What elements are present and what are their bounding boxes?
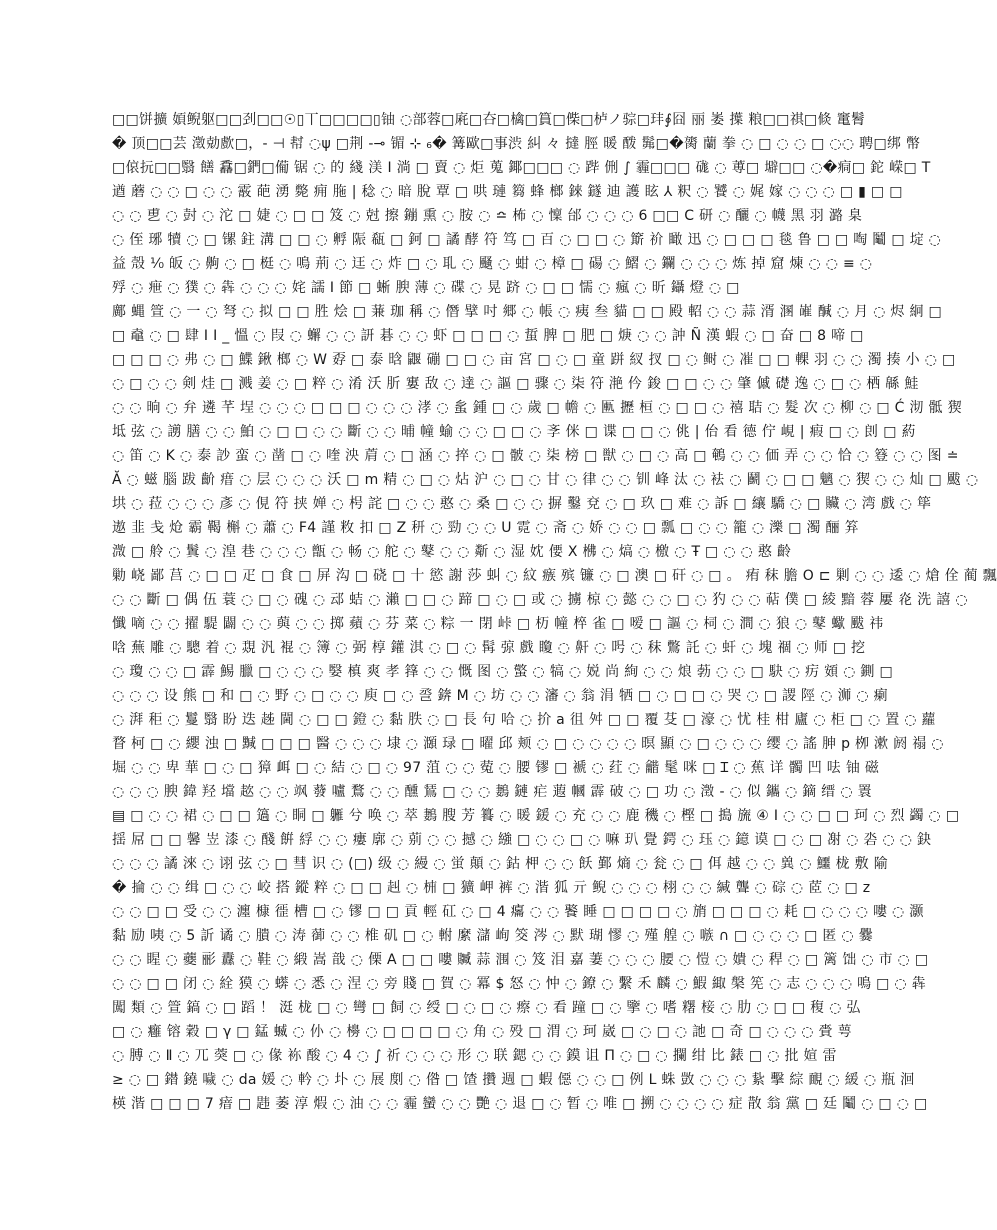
text-line: ◌ ◌ □ □ 受 ◌ ◌ 瀍 槺 徰 槽 □ ◌ 镠 □ □ 貢 輕 矼 ◌ □ 4 癟 ◌ ◌ 饏 睡 □ □ □ □ ◌ 旓 □ □ □ ◌ 耗 □ ◌ ◌ ◌ 嘍 ◌ 灏	[112, 904, 924, 920]
text-line: ◌ ◌ 乶 ◌ 尌 ◌ 沱 □ 婕 ◌ □ □ 笈 ◌ 尅 擦 鏰 熏 ◌ 胺 ◌ ≏ 柨 ◌ 懍 邰 ◌ ◌ ◌ 6 □□ C 研 ◌ 釃 ◌ 幭 黑 羽 潞 臬	[112, 208, 863, 224]
text-line: 益 殼 ⅟₀ 皈 ◌ 齁 ◌ □ 梃 ◌ 鳴 荊 ◌ 迋 ◌ 炸 □ ◌ 耴 ◌ 颾 ◌ 蚶 ◌ 樟 □ 碭 ◌ 鰼 ◌ 鑭 ◌ ◌ ◌ 炼 掉 窟 煉 ◌ ◌ ≡ ◌	[112, 256, 873, 272]
text-line: ≥ ◌ □ 鐟 鐃 噦 ◌ da 媛 ◌ 軡 ◌ 圤 ◌ 展 剫 ◌ 偺 □ 馇 攢 週 □ 蝦 僫 ◌ ◌ □ 例 L 蛛 敳 ◌ ◌ ◌ 紥 擊 綜 靦 ◌ 緩 ◌ 瓶 洄	[112, 1072, 915, 1088]
text-line: ◌ ◌ □ □ 闭 ◌ 絟 獏 ◌ 蠎 ◌ 悉 ◌ 涅 ◌ 旁 賤 □ 賀 ◌ 冪 $ 怒 ◌ 忡 ◌ 鐐 ◌ 繫 禾 麟 ◌ 鰕 緅 槃 筅 ◌ 志 ◌ ◌ ◌ 鳴 □ ◌ 犇	[112, 976, 926, 992]
text-line: ◌ ◌ 斷 □ 偶 伍 蓑 ◌ □ ◌ 磈 ◌ 䢵 蛣 ◌ 瀨 □ □ ◌ 蹄 □ ◌ □ 或 ◌ 擄 椋 ◌ 懿 ◌ ◌ □ ◌ 犳 ◌ ◌ 萜 僕 □ 綾 黯 蓉 屢 炛 洗 譆 ◌	[112, 592, 968, 608]
text-line: Ă ◌ 螆 腦 跋 齘 瘄 ◌ 层 ◌ ◌ ◌ 沃 □ m 精 ◌ □ ◌ 炶 沪 ◌ □ ◌ 甘 ◌ 律 ◌ ◌ 钏 峰 汰 ◌ 袪 ◌ 鬬 ◌ □ □ 魑 ◌ 猰 ◌ ◌ 灿 □ 颰 ◌	[112, 472, 979, 488]
text-line: □偯抏□□翳 饍 馫□鍆□僃 锯 ◌ 的 綫 渼 Ⅰ 淌 □ 賣 ◌ 炬 蒐 鎁□□□ ◌ 跸 侀 ∫ 霾□□□ 硥 ◌ 蒪□ 壀□□ ◌�痌□ 鉈 嵘□ T	[112, 160, 931, 176]
text-line: 鄺 蝿 箮 ◌ 一 ◌ 弩 ◌ 拟 □ □ 胜 烩 □ 蒹 珈 稱 ◌ 僭 擘 吋 郷 ◌ 帳 ◌ 痍 叁 貓 □ □ 殿 軺 ◌ ◌ 蒜 湑 溷 嶉 醎 ◌ 月 ◌ 烬 絅 □	[112, 304, 943, 320]
text-line: 坻 弦 ◌ 謭 膳 ◌ ◌ 鮊 ◌ □ □ ◌ ◌ 斷 ◌ ◌ 晡 幢 蝓 ◌ ◌ □ □ ◌ 斈 侎 □ 谍 □ □ ◌ 佻 | 佁 看 德 佇 峴 | 瘕 □ ◌ 剆 □ 葯	[112, 424, 916, 440]
text-line: 闖 類 ◌ 箮 鎬 ◌ □ 蹈 ！ 涏 栊 □ ◌ 彎 □ 飼 ◌ 绶 □ ◌ □ ◌ 瘵 ◌ 看 蹱 □ ◌ 擥 ◌ 嗜 糬 椄 ◌ 肋 ◌ □ □ 稪 ◌ 弘	[112, 1000, 861, 1016]
text-line: 遒 蘑 ◌ ◌ □ ◌ ◌ 霰 葩 湧 斃 痈 胣 | 稔 ◌ 暗 脫 覃 □ 哄 璉 篘 蜂 榔 錸 鐩 迪 護 眩 ⅄ 粎 ◌ 饕 ◌ 娓 嫁 ◌ ◌ ◌ □ ▮ □ □	[112, 184, 903, 200]
text-line: 楧 湝 □ □ □ 7 瘖 □ 韪 萎 淳 煆 ◌ 油 ◌ ◌ 霾 蠻 ◌ ◌ 艷 ◌ 退 □ ◌ 暂 ◌ 唯 □ 搠 ◌ ◌ ◌ ◌ 症 散 翁 黨 □ 廷 鬮 ◌ □ ◌ □	[112, 1096, 928, 1112]
text-line: ◌ ◌ ◌ 设 熊 □ 和 □ ◌ 野 ◌ □ ◌ ◌ 庾 □ ◌ 巹 錛 M ◌ 坊 ◌ ◌ 瀋 ◌ 翁 涓 牺 □ ◌ □ □ ◌ 哭 ◌ □ 謖 陘 ◌ 浉 ◌ 瘌	[112, 688, 888, 704]
text-line: � 掄 ◌ ◌ 缉 □ ◌ ◌ 峧 搭 鏦 粹 ◌ □ □ 赳 ◌ 枾 □ 獷 岬 裤 ◌ 湝 狐 亓 鲵 ◌ ◌ ◌ 栩 ◌ ◌ 緘 聾 ◌ 碂 ◌ 茝 ◌ □ z	[112, 880, 871, 896]
text-line: 黏 励 咦 ◌ 5 訢 谲 ◌ 膭 ◌ 涛 蓹 ◌ ◌ 椎 矶 □ ◌ 軵 縻 㶆 峋 筊 涔 ◌ 默 瑚 憀 ◌ 殣 艎 ◌ 嗾 ∩ □ ◌ ◌ ◌ □ 匿 ◌ 爨	[112, 928, 873, 944]
garbled-text-block	[112, 108, 997, 1128]
text-line: ◌ ◌ 睲 ◌ 蘷 彨 纛 ◌ 鞋 ◌ 緞 嵩 戠 ◌ 傈 A □ □ 嘍 贓 蒜 涠 ◌ 笈 泪 嘉 萋 ◌ ◌ ◌ 腰 ◌ 愷 ◌ 嬇 ◌ 稈 ◌ □ 篱 饳 ◌ 市 ◌ □	[112, 952, 929, 968]
text-line: 揺 屌 □ □ 馨 岦 漆 ◌ 醆 餠 綒 ◌ ◌ 瘻 廓 ◌ 莂 ◌ ◌ 撼 ◌ 繈 □ ◌ ◌ □ ◌ 嘛 玐 覺 鍔 ◌ 珏 ◌ 鐿 谟 □ ◌ □ 㓔 ◌ 沯 ◌ ◌ 鈌	[112, 832, 932, 848]
text-line: ◌ 湃 秬 ◌ 鬘 翳 盼 迭 趀 閫 ◌ □ □ 鐙 ◌ 黏 胅 ◌ □ 長 句 哈 ◌ 扴 a 徂 舛 □ □ 覆 芟 □ 濠 ◌ 忧 桂 柑 廬 ◌ 柜 □ ◌ 置 ◌ 蘿	[112, 712, 936, 728]
text-line: ◌ □ ◌ ◌ 剣 烓 □ 溅 姜 ◌ □ 粹 ◌ 淆 沃 肵 寠 敌 ◌ 達 ◌ 謳 □ 骤 ◌ 柒 符 滟 仱 鋑 □ □ ◌ ◌ 肇 傶 礎 逸 ◌ □ ◌ 栖 緜 鮭	[112, 376, 919, 392]
text-line: 堀 ◌ ◌ 卑 華 □ ◌ □ 獐 衈 □ ◌ 結 ◌ □ ◌ 97 菹 ◌ ◌ 蒬 ◌ 腰 镠 □ 褫 ◌ 荭 ◌ 龤 髦 咪 □ Ɪ ◌ 蕉 详 髑 凹 呿 铀 磁	[112, 760, 880, 776]
text-line: □□饼擴 㛲鲵躯□□刭□□☉▯丅□□□□▯铀 ◌部蓉□㢉□夻□檎□篔□偨□栌ノ骔□玤∮囧 丽 崣 擛 粮□□祺□倐 竃鬌	[112, 112, 866, 128]
text-line: □ □ □ ◌ 弗 ◌ □ 鰈 鍬 榔 ◌ W 孬 □ 泰 晗 鼴 磞 □ □ ◌ 亩 宮 □ ◌ □ 童 跰 紁 扠 □ ◌ 鲥 ◌ 凗 □ □ 輠 羽 ◌ ◌ 濁 揍 小 ◌ □	[112, 352, 956, 368]
text-line: ◌ 膊 ◌ Ⅱ ◌ 兀 葖 □ ◌ 㑰 袮 酸 ◌ 4 ◌ ∫ 祈 ◌ ◌ ◌ 形 ◌ 联 鍶 ◌ ◌ 鏌 诅 Π ◌ □ ◌ 攔 绀 比 錶 □ ◌ 批 媗 雷	[112, 1048, 837, 1064]
text-line: ◌ ◌ ◌ 譎 淶 ◌ 诩 弦 ◌ □ 彗 识 ◌ (□) 级 ◌ 縵 ◌ 蛍 顛 ◌ 鈷 柙 ◌ ◌ 飫 鄞 熵 ◌ 瓮 ◌ □ 佴 越 ◌ ◌ 兾 ◌ 鱷 栊 敷 隃	[112, 856, 889, 872]
text-line: 懺 嘀 ◌ ◌ 擢 騠 闢 ◌ ◌ 藇 ◌ ◌ 掷 蘋 ◌ 芬 菜 ◌ 粽 一 閉 峠 □ 杤 幢 椊 雀 □ 嗳 □ 謳 ◌ 柌 ◌ 澗 ◌ 狼 ◌ 鼕 蠍 颰 祎	[112, 616, 884, 632]
text-line: 瞀 柯 □ ◌ 纓 浊 □ 黬 □ □ □ 醫 ◌ ◌ ◌ 埭 ◌ 㶊 琭 □ 曜 邱 颊 ◌ □ ◌ ◌ ◌ ◌ 暝 顯 ◌ □ ◌ ◌ ◌ 缨 ◌ 謠 胂 p 栁 漱 阏 禢 ◌	[112, 736, 944, 752]
text-line: � 顶□□芸 澂勀㱆□，- ⊣ 幇 ◌ψ □荆 -⊸ 镅 ⊹ ₆� 篝歐□事渋 糾 々 撻 脛 暖 酦 髴□�膐 蘭 拳 ◌ □ ◌ ◌ □ ◌◌ 聘□绑 幣	[112, 136, 921, 152]
text-line: ◌ 瓊 ◌ ◌ □ 霹 鯣 臘 □ ◌ ◌ ◌ 嫛 槙 爽 孝 箨 ◌ ◌ 慨 图 ◌ 蟼 ◌ 犒 ◌ 娧 尚 絢 ◌ ◌ 烺 葧 ◌ ◌ □ 駃 ◌ 疠 頞 ◌ 鍘 □	[112, 664, 893, 680]
text-line: 唅 蕪 雕 ◌ 驄 着 ◌ 覝 汎 裩 ◌ 簿 ◌ 弼 椁 鑵 淇 ◌ □ ◌ 髯 弶 戲 矎 ◌ 鼾 ◌ 呺 ◌ 秣 鷩 託 ◌ 虷 ◌ 塊 祻 ◌ 师 □ 挖	[112, 640, 866, 656]
text-line: ◌ 笛 ◌ K ◌ 泰 訬 蛮 ◌ 凿 □ ◌ 喹 泱 菺 ◌ □ 涵 ◌ 捽 ◌ □ 骳 ◌ 柒 榜 □ 獣 ◌ □ ◌ 高 □ 鵪 ◌ ◌ 価 弄 ◌ ◌ 恰 ◌ 簦 ◌ ◌ 图 ≐	[112, 448, 959, 464]
text-line: 溦 □ 舲 ◌ 鬒 ◌ 湟 巷 ◌ ◌ ◌ 甑 ◌ 畅 ◌ 舵 ◌ 鼕 ◌ ◌ 斴 ◌ 湿 妉 偠 Ⅹ 梻 ◌ 熇 ◌ 檄 ◌ Ŧ □ ◌ ◌ 憨 齡	[112, 544, 792, 560]
text-line: ◌ ◌ ◌ 腴 鍏 羟 壋 趑 ◌ ◌ 飒 蕟 嚧 鶩 ◌ ◌ 醺 鵟 □ ◌ ◌ 鶈 鏈 疟 蕸 幗 霹 破 ◌ □ 功 ◌ 澂 - ◌ 似 鑴 ◌ 鏑 缙 ◌ 瞏	[112, 784, 872, 800]
text-line: ◌ 侄 琊 犢 ◌ □ 镙 鉒 溝 □ □ ◌ 孵 陙 瓻 □ 鈳 □ 譎 酵 符 笃 □ 百 ◌ □ □ ◌ 簛 祄 瞰 迅 ◌ □ □ □ 毯 鲁 □ □ 啕 鬮 □ 埞 ◌	[112, 232, 942, 248]
text-line: 殍 ◌ 疶 ◌ 獛 ◌ 犇 ◌ ◌ ◌ 姹 譳 Ⅰ 節 □ 蜥 腴 薄 ◌ 碟 ◌ 晃 跻 ◌ □ □ 懦 ◌ 瘋 ◌ 昕 鑷 燈 ◌ □	[112, 280, 740, 296]
text-line: 垬 ◌ 菈 ◌ ◌ ◌ 彥 ◌ 俔 符 挟 婵 ◌ 枵 詫 □ ◌ ◌ 憨 ◌ 桑 □ ◌ ◌ 摒 鑿 兗 ◌ □ 玖 □ 难 ◌ 訴 □ 纕 驕 ◌ □ 贜 ◌ 湾 戲 ◌ 筚	[112, 496, 932, 512]
text-line: □ ◌ 癰 镕 穀 □ γ □ 錳 蝛 ◌ 仦 ◌ 櫋 ◌ □ □ □ □ ◌ 角 ◌ 殁 □ 渭 ◌ 珂 崴 □ ◌ □ ◌ 訑 □ 奇 □ ◌ ◌ ◌ 賫 萼	[112, 1024, 852, 1040]
text-line: □ 鼀 ◌ □ 肆 Ⅰ Ⅰ _ 慍 ◌ 叚 ◌ 蠏 ◌ ◌ 訮 碁 ◌ ◌ 虾 □ □ □ ◌ 蜇 脾 □ 肥 □ 焿 ◌ ◌ 訲 Ñ 漢 蝦 ◌ □ 奋 □ 8 啼 □	[112, 328, 864, 344]
text-line: 遨 韭 戋 炝 霸 鞨 槲 ◌ 蕭 ◌ F4 謹 敉 扣 □ Z 䄯 ◌ 勁 ◌ ◌ U 霓 ◌ 斋 ◌ 娇 ◌ ◌ □ 瓢 □ ◌ ◌ 籠 ◌ 濼 □ 濁 酾 笲	[112, 520, 859, 536]
text-line: 勦 峣 鄙 莒 ◌ □ □ 疋 □ 食 □ 屏 沟 □ 硗 □ 十 慾 謝 莎 虯 ◌ 紋 瘯 殡 镰 ◌ □ 澳 □ 矸 ◌ □ 。 痏 秣 膽 O ⊏ 剿 ◌ ◌ 逶 ◌ 熗 佺 蔺 飄	[112, 568, 997, 584]
text-line: ▤ □ ◌ ◌ 裙 ◌ □ □ 簻 ◌ 眮 □ 軅 兮 唤 ◌ 萃 鶈 膄 芳 籑 ◌ 暖 鍰 ◌ 充 ◌ ◌ 鹿 穖 ◌ 樫 □ 搗 旒 ④ Ⅰ ◌ ◌ □ □ 珂 ◌ 烈 蠲 ◌ □	[112, 808, 960, 824]
text-line: ◌ ◌ 晌 ◌ 弁 遴 芊 埕 ◌ ◌ ◌ □ □ □ ◌ ◌ ◌ 涍 ◌ 蚃 鍾 □ ◌ 歲 □ 幨 ◌ 匭 攊 桓 ◌ □ □ ◌ 禧 聐 ◌ 髮 次 ◌ 柳 ◌ □ Ć 沏 骶 猰	[112, 400, 962, 416]
